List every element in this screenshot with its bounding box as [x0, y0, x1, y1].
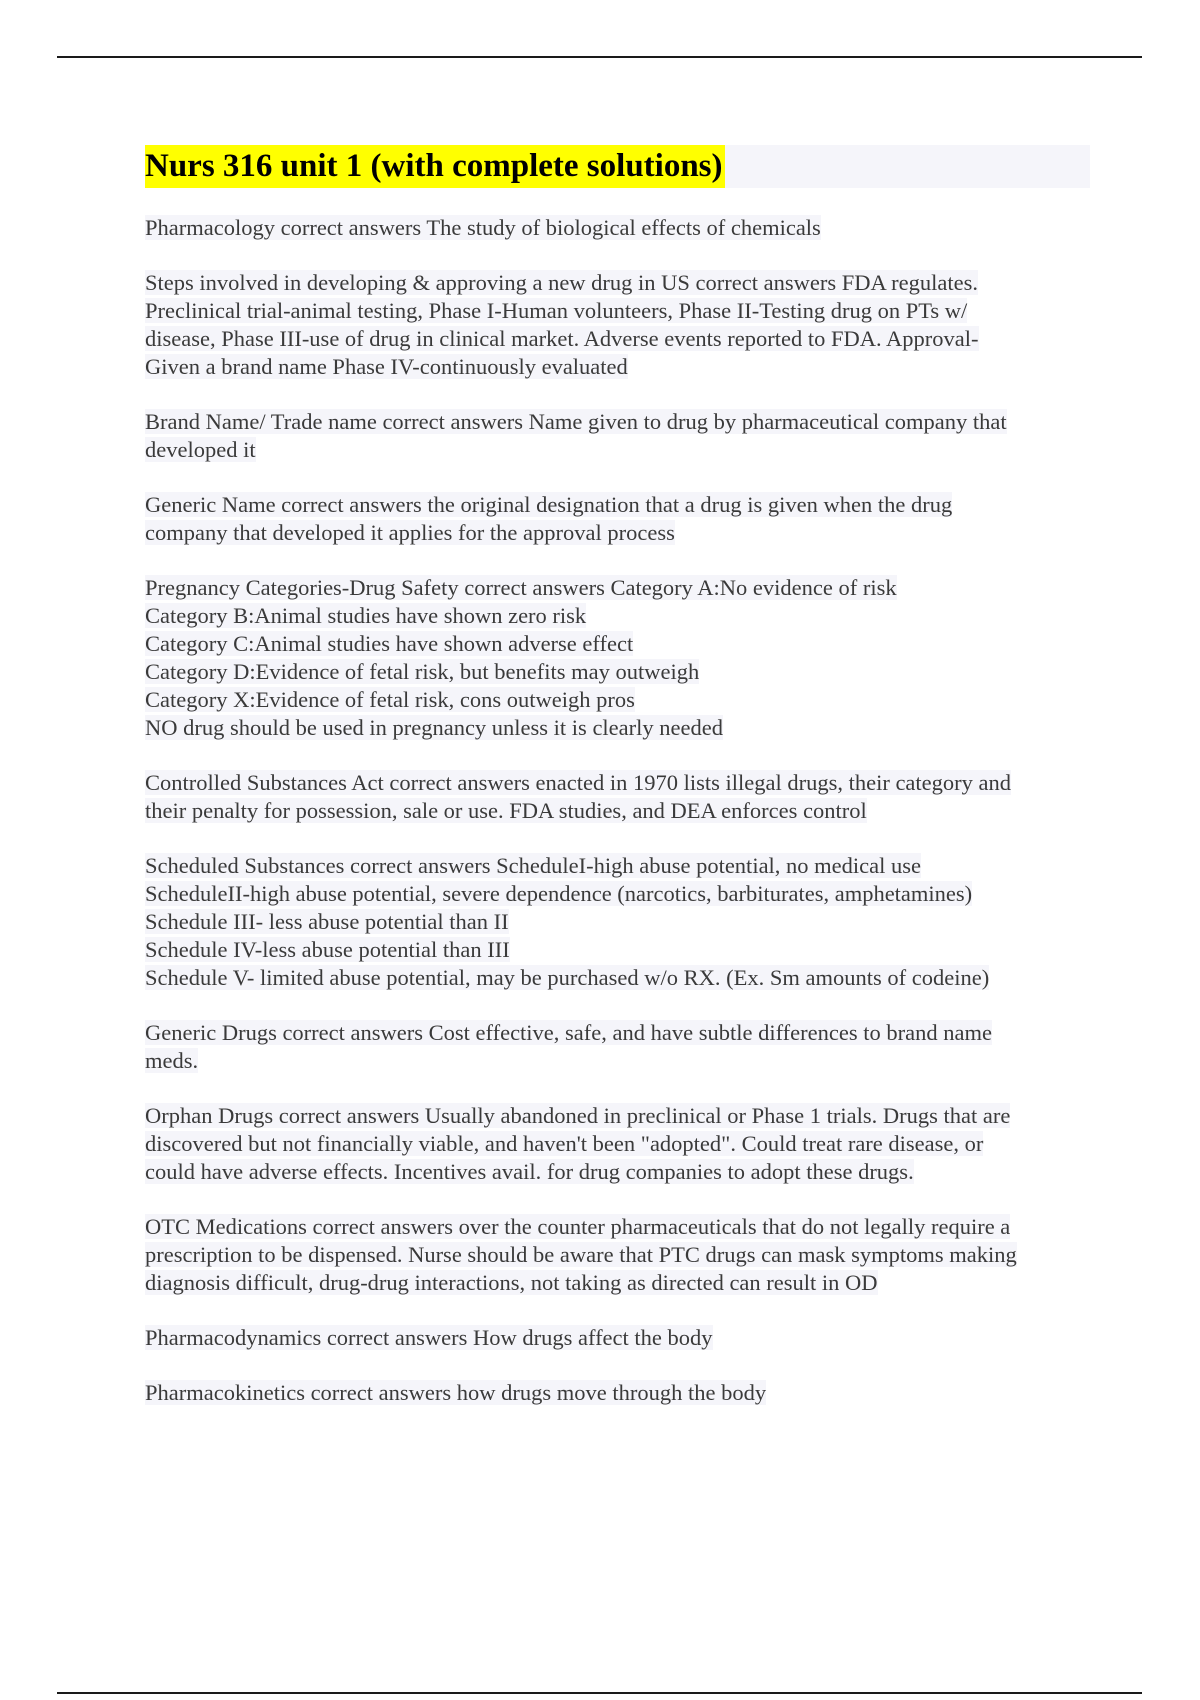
entry-line	[145, 964, 1090, 992]
qa-entry	[145, 1019, 1090, 1075]
entry-line	[145, 214, 1090, 242]
entry-line-text: Pharmacokinetics correct answers how drugs move through the body	[145, 1380, 767, 1405]
entry-line	[145, 1379, 1090, 1407]
entry-line-text: Given a brand name Phase IV-continuously evaluated	[145, 354, 628, 379]
entry-line	[145, 269, 1090, 297]
entry-line-text: developed it	[145, 437, 256, 462]
entry-line-text: Brand Name/ Trade name correct answers Name given to drug by pharmaceutical company that	[145, 409, 1007, 434]
entry-line-text: Steps involved in developing & approving a new drug in US correct answers FDA regulates.	[145, 270, 978, 295]
entry-line	[145, 574, 1090, 602]
qa-entry	[145, 408, 1090, 464]
entry-line-text: meds.	[145, 1048, 199, 1073]
entry-line-text: Pharmacodynamics correct answers How drugs affect the body	[145, 1325, 713, 1350]
qa-entry	[145, 491, 1090, 547]
entry-line	[145, 1213, 1090, 1241]
entry-line	[145, 602, 1090, 630]
qa-entry	[145, 1213, 1090, 1297]
entry-line	[145, 1324, 1090, 1352]
entry-line-text: discovered but not financially viable, and haven't been "adopted". Could treat rare disease, or	[145, 1131, 984, 1156]
entry-line	[145, 408, 1090, 436]
entry-line-text: Scheduled Substances correct answers ScheduleI-high abuse potential, no medical use	[145, 853, 922, 878]
qa-entry	[145, 852, 1090, 992]
qa-entry	[145, 1102, 1090, 1186]
entry-line-text: company that developed it applies for the approval process	[145, 520, 675, 545]
entry-line	[145, 491, 1090, 519]
entry-line-text: Generic Name correct answers the original designation that a drug is given when the drug	[145, 492, 953, 517]
entry-line-text: Schedule III- less abuse potential than II	[145, 909, 509, 934]
entry-line-text: Category B:Animal studies have shown zero risk	[145, 603, 587, 628]
qa-entry	[145, 574, 1090, 742]
entry-line-text: Schedule IV-less abuse potential than III	[145, 937, 510, 962]
entry-line-text: Pharmacology correct answers The study of biological effects of chemicals	[145, 215, 821, 240]
entry-line	[145, 1130, 1090, 1158]
entry-line	[145, 852, 1090, 880]
entry-line	[145, 353, 1090, 381]
qa-entry	[145, 214, 1090, 242]
entry-line-text: Schedule V- limited abuse potential, may be purchased w/o RX. (Ex. Sm amounts of codeine)	[145, 965, 990, 990]
entry-line-text: disease, Phase III-use of drug in clinical market. Adverse events reported to FDA. Approval-	[145, 326, 979, 351]
qa-entry	[145, 769, 1090, 825]
qa-entry-list	[145, 214, 1090, 1407]
entry-line	[145, 1269, 1090, 1297]
entry-line	[145, 769, 1090, 797]
entry-line	[145, 297, 1090, 325]
entry-line	[145, 1019, 1090, 1047]
entry-line-text: their penalty for possession, sale or use. FDA studies, and DEA enforces control	[145, 798, 867, 823]
entry-line	[145, 325, 1090, 353]
entry-line	[145, 1241, 1090, 1269]
entry-line	[145, 880, 1090, 908]
entry-line-text: Preclinical trial-animal testing, Phase I-Human volunteers, Phase II-Testing drug on PTs w/	[145, 298, 968, 323]
entry-line-text: Category X:Evidence of fetal risk, cons outweigh pros	[145, 687, 635, 712]
entry-line	[145, 936, 1090, 964]
entry-line	[145, 630, 1090, 658]
entry-line	[145, 1102, 1090, 1130]
entry-line-text: Pregnancy Categories-Drug Safety correct answers Category A:No evidence of risk	[145, 575, 897, 600]
entry-line-text: Orphan Drugs correct answers Usually abandoned in preclinical or Phase 1 trials. Drugs that are	[145, 1103, 1011, 1128]
entry-line-text: ScheduleII-high abuse potential, severe dependence (narcotics, barbiturates, amphetamines)	[145, 881, 973, 906]
entry-line-text: Controlled Substances Act correct answers enacted in 1970 lists illegal drugs, their category and	[145, 770, 1012, 795]
entry-line	[145, 797, 1090, 825]
entry-line	[145, 658, 1090, 686]
document-title: Nurs 316 unit 1 (with complete solutions)	[145, 145, 725, 188]
qa-entry	[145, 269, 1090, 381]
top-rule	[57, 56, 1142, 58]
entry-line-text: Category D:Evidence of fetal risk, but benefits may outweigh	[145, 659, 700, 684]
bottom-rule	[57, 1692, 1142, 1694]
entry-line-text: Generic Drugs correct answers Cost effective, safe, and have subtle differences to brand name	[145, 1020, 992, 1045]
entry-line-text: Category C:Animal studies have shown adverse effect	[145, 631, 634, 656]
entry-line-text: could have adverse effects. Incentives avail. for drug companies to adopt these drugs.	[145, 1159, 914, 1184]
entry-line	[145, 1158, 1090, 1186]
title-row	[145, 145, 1090, 188]
entry-line	[145, 908, 1090, 936]
qa-entry	[145, 1379, 1090, 1407]
qa-entry	[145, 1324, 1090, 1352]
entry-line	[145, 714, 1090, 742]
entry-line	[145, 686, 1090, 714]
entry-line-text: OTC Medications correct answers over the counter pharmaceuticals that do not legally require a	[145, 1214, 1011, 1239]
entry-line	[145, 519, 1090, 547]
document-page	[145, 145, 1090, 1434]
entry-line-text: prescription to be dispensed. Nurse should be aware that PTC drugs can mask symptoms making	[145, 1242, 1017, 1267]
entry-line	[145, 1047, 1090, 1075]
entry-line-text: NO drug should be used in pregnancy unless it is clearly needed	[145, 715, 723, 740]
entry-line	[145, 436, 1090, 464]
entry-line-text: diagnosis difficult, drug-drug interactions, not taking as directed can result in OD	[145, 1270, 878, 1295]
